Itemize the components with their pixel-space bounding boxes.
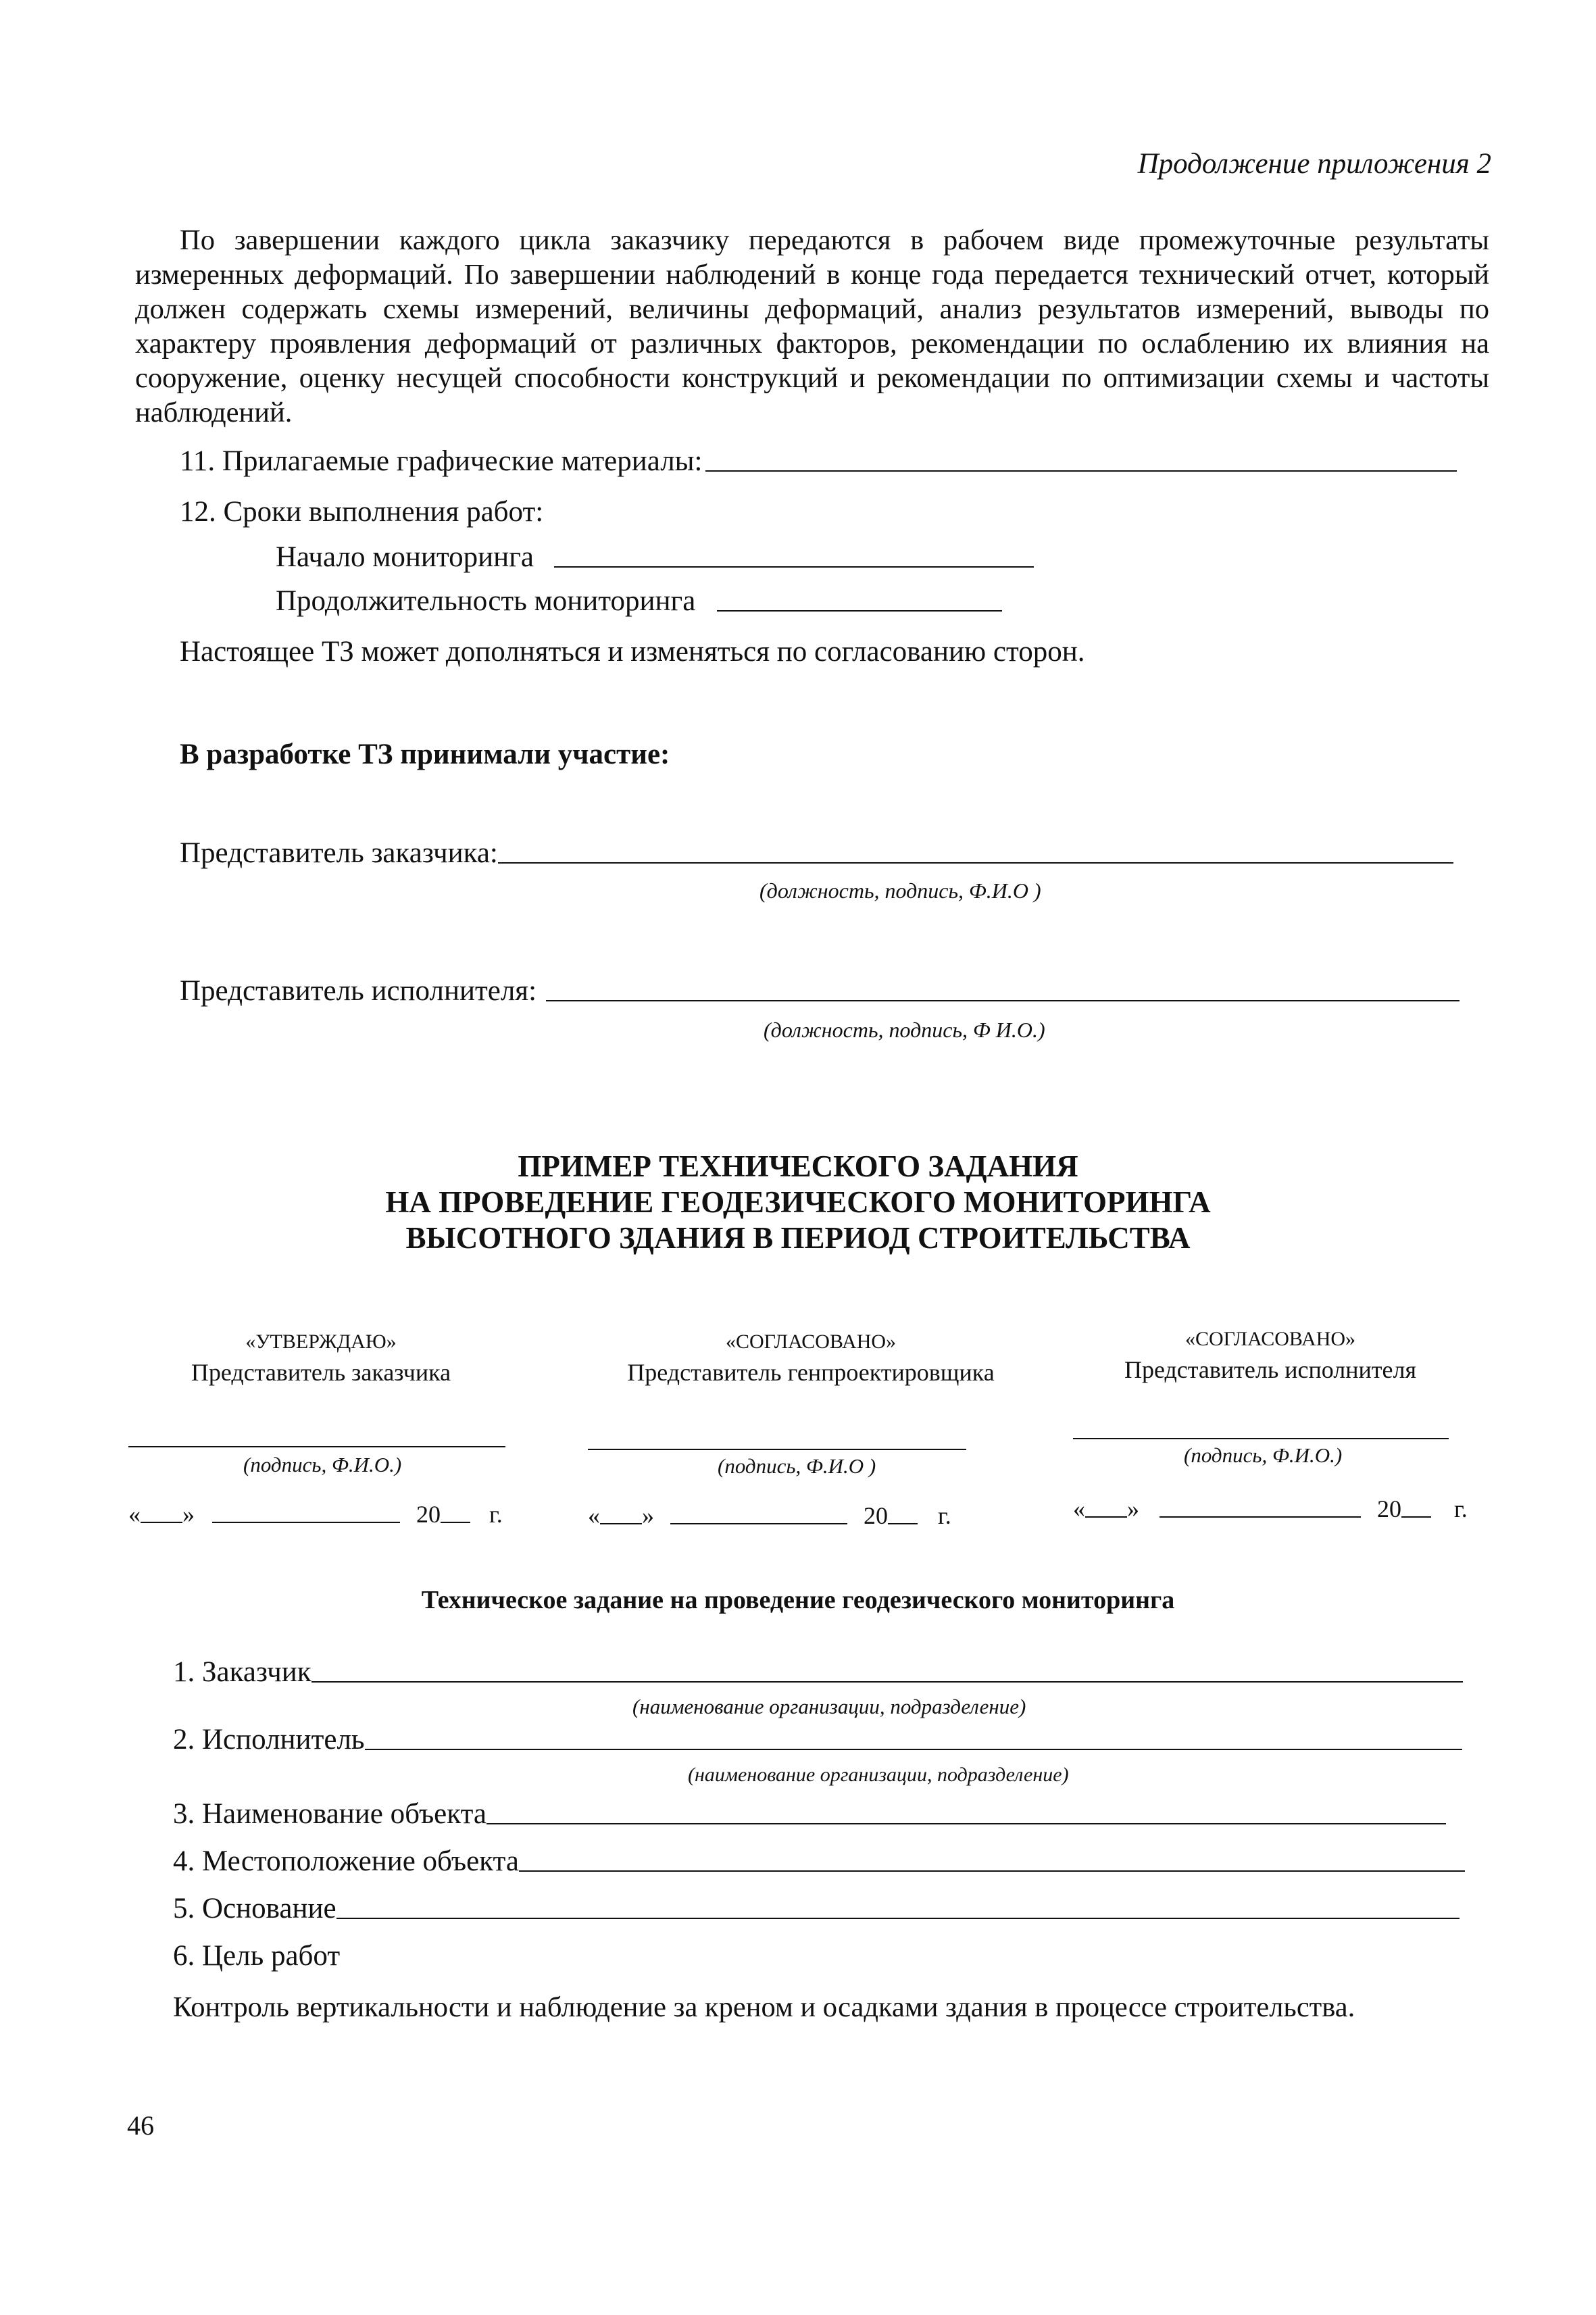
tz-customer-caption: (наименование организации, подразделение) (632, 1695, 1026, 1718)
duration-label: Продолжительность мониторинга (276, 585, 696, 617)
start-blank[interactable] (554, 566, 1034, 568)
running-header: Продолжение приложения 2 (1137, 148, 1491, 180)
day-blank[interactable] (1085, 1516, 1127, 1518)
quote-open: « (128, 1501, 141, 1528)
contractor-rep-caption: (должность, подпись, Ф И.О.) (764, 1018, 1045, 1042)
tz-object-location-row (173, 1845, 1465, 1878)
participants-heading: В разработке ТЗ принимали участие: (180, 739, 670, 770)
year-blank[interactable] (888, 1523, 918, 1524)
page-number: 46 (127, 2110, 154, 2141)
tz-object-name-blank[interactable] (487, 1823, 1446, 1824)
tz-customer-row (173, 1656, 1463, 1689)
example-title-line-1: ПРИМЕР ТЕХНИЧЕСКОГО ЗАДАНИЯ (518, 1149, 1078, 1183)
approval-signature-line[interactable] (128, 1446, 505, 1447)
approval-col-contractor (1068, 1326, 1473, 1387)
tz-heading: Техническое задание на проведение геодезического мониторинга (421, 1586, 1175, 1614)
contractor-rep-label: Представитель исполнителя: (180, 975, 537, 1007)
year-suffix: г. (1454, 1495, 1468, 1522)
customer-rep-row (180, 837, 1453, 870)
tz-object-name-row (173, 1797, 1446, 1831)
customer-rep-caption: (должность, подпись, Ф.И.О ) (759, 878, 1041, 903)
year-blank[interactable] (1401, 1516, 1431, 1518)
tz-basis-label: 5. Основание (173, 1893, 336, 1924)
tz-contractor-caption: (наименование организации, подразделение) (688, 1764, 1069, 1786)
customer-rep-label: Представитель заказчика: (180, 837, 498, 869)
tz-object-location-blank[interactable] (519, 1870, 1465, 1872)
quote-close: » (182, 1501, 195, 1528)
item-11-row (180, 445, 1457, 478)
year-suffix: г. (489, 1501, 503, 1528)
approval-signature-line[interactable] (1073, 1438, 1449, 1439)
example-title-line-3: ВЫСОТНОГО ЗДАНИЯ В ПЕРИОД СТРОИТЕЛЬСТВА (405, 1221, 1191, 1255)
approval-role: Представитель заказчика (191, 1359, 451, 1386)
approval-stamp: «СОГЛАСОВАНО» (1184, 1328, 1356, 1350)
contractor-rep-blank[interactable] (546, 1000, 1460, 1001)
day-blank[interactable] (600, 1523, 642, 1524)
approval-caption: (подпись, Ф.И.О.) (243, 1453, 402, 1476)
year-prefix: 20 (864, 1502, 888, 1529)
quote-close: » (642, 1502, 654, 1529)
approval-stamp: «СОГЛАСОВАНО» (725, 1330, 897, 1353)
month-blank[interactable] (670, 1523, 847, 1524)
example-title (0, 1149, 1596, 1256)
tz-object-name-label: 3. Наименование объекта (173, 1798, 487, 1830)
tz-basis-row (173, 1892, 1460, 1925)
tz-customer-label: 1. Заказчик (173, 1656, 311, 1688)
approval-date (1073, 1495, 1468, 1523)
month-blank[interactable] (1159, 1516, 1361, 1518)
duration-blank[interactable] (717, 610, 1002, 612)
year-prefix: 20 (1377, 1495, 1401, 1522)
approval-caption: (подпись, Ф.И.О ) (718, 1454, 876, 1478)
tz-contractor-blank[interactable] (365, 1749, 1462, 1750)
duration-row (276, 584, 1002, 618)
tz-basis-blank[interactable] (336, 1918, 1460, 1919)
contractor-rep-row (180, 974, 1460, 1007)
approval-date (128, 1500, 503, 1528)
quote-open: « (1073, 1495, 1085, 1522)
tz-contractor-row (173, 1723, 1462, 1756)
day-blank[interactable] (141, 1522, 182, 1523)
tz-object-location-label: 4. Местоположение объекта (173, 1845, 519, 1877)
item-11-blank[interactable] (705, 470, 1457, 472)
example-title-line-2: НА ПРОВЕДЕНИЕ ГЕОДЕЗИЧЕСКОГО МОНИТОРИНГА (385, 1185, 1211, 1219)
intro-paragraph: По завершении каждого цикла заказчику передаются в рабочем виде промежуточные результаты измеренных деформаций. По завершении наблюдений в конце года передается технический отчет, который должен содержать схемы измерений, величины деформаций, анализ результатов измерений, выводы по характеру проявления деформаций от различных факторов, рекомендации по ослаблению их влияния на сооружение, оценку несущей способности конструкций и рекомендации по оптимизации схемы и частоты наблюдений. (135, 224, 1489, 428)
start-label: Начало мониторинга (276, 541, 534, 573)
tz-contractor-label: 2. Исполнитель (173, 1724, 365, 1756)
approval-caption: (подпись, Ф.И.О.) (1184, 1443, 1343, 1467)
item-11-label: 11. Прилагаемые графические материалы: (180, 445, 703, 477)
quote-close: » (1127, 1495, 1139, 1522)
approval-signature-line[interactable] (588, 1449, 966, 1450)
quote-open: « (588, 1502, 600, 1529)
start-row (276, 541, 1034, 574)
year-suffix: г. (938, 1502, 951, 1529)
approval-role: Представитель генпроектировщика (627, 1359, 995, 1386)
approval-date (588, 1501, 951, 1530)
year-blank[interactable] (441, 1522, 470, 1523)
tz-goal-label: 6. Цель работ (173, 1940, 341, 1972)
month-blank[interactable] (212, 1522, 400, 1523)
item-12-label: 12. Сроки выполнения работ: (180, 496, 544, 528)
approval-col-general-designer (588, 1328, 1034, 1389)
goal-text: Контроль вертикальности и наблюдение за креном и осадками здания в процессе строительства. (173, 1991, 1355, 2023)
approval-role: Представитель исполнителя (1124, 1356, 1417, 1383)
approval-stamp: «УТВЕРЖДАЮ» (245, 1330, 397, 1353)
year-prefix: 20 (416, 1501, 441, 1528)
approval-col-customer (128, 1328, 514, 1389)
tz-customer-blank[interactable] (311, 1681, 1463, 1683)
amend-note: Настоящее ТЗ может дополняться и изменяться по согласованию сторон. (180, 636, 1085, 668)
customer-rep-blank[interactable] (498, 862, 1453, 864)
